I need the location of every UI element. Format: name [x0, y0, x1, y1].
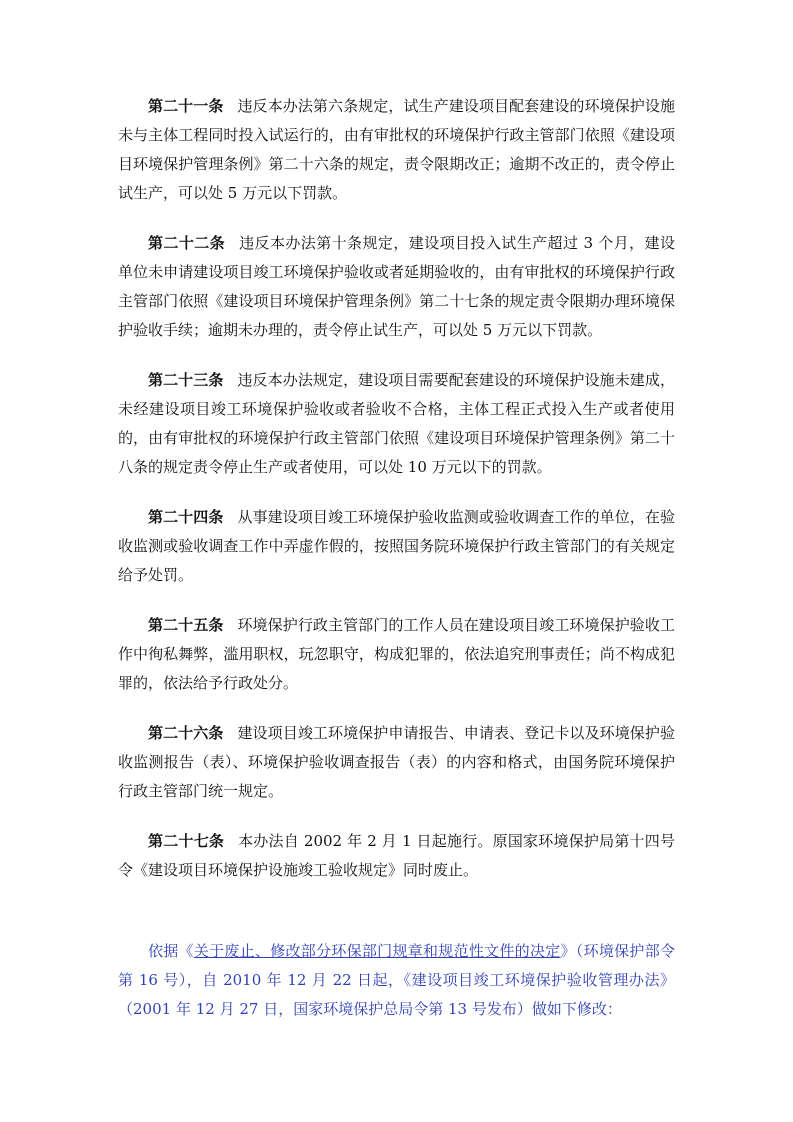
article-text: 从事建设项目竣工环境保护验收监测或验收调查工作的单位，在验收监测或验收调查工作中弄虚作假的，按照国务院环境保护行政主管部门的有关规定给予处罚。	[118, 508, 675, 584]
article-26	[118, 719, 675, 806]
article-21	[118, 92, 675, 208]
article-number: 第二十五条	[148, 616, 224, 634]
article-number: 第二十四条	[148, 508, 224, 526]
amendment-note	[118, 937, 675, 1024]
article-text: 违反本办法第十条规定，建设项目投入试生产超过 3 个月，建设单位未申请建设项目竣工环境保护验收或者延期验收的，由有审批权的环境保护行政主管部门依照《建设项目环境保护管理条例》第二十七条的规定责令限期办理环境保护验收手续；逾期未办理的，责令停止试生产，可以处 5 万元以下罚款。	[118, 234, 675, 339]
article-number: 第二十二条	[148, 234, 226, 252]
article-text: 违反本办法第六条规定，试生产建设项目配套建设的环境保护设施未与主体工程同时投入试运行的，由有审批权的环境保护行政主管部门依照《建设项目环境保护管理条例》第二十六条的规定，责令限期改正；逾期不改正的，责令停止试生产，可以处 5 万元以下罚款。	[118, 97, 675, 202]
article-number: 第二十六条	[148, 724, 224, 742]
note-suffix: 》（环境保护部令第 16 号），自 2010 年 12 月 22 日起，《建设项目竣工环境保护验收管理办法》（2001 年 12 月 27 日，国家环境保护总局令第 13 号发布）做如下修改：	[118, 942, 675, 1018]
article-number: 第二十一条	[148, 97, 224, 115]
article-number: 第二十七条	[148, 832, 225, 850]
note-prefix: 依据《	[148, 942, 194, 960]
decision-link[interactable]: 关于废止、修改部分环保部门规章和规范性文件的决定	[193, 942, 561, 960]
article-27	[118, 827, 675, 885]
article-25	[118, 611, 675, 698]
article-24	[118, 503, 675, 590]
article-text: 环境保护行政主管部门的工作人员在建设项目竣工环境保护验收工作中徇私舞弊，滥用职权，玩忽职守，构成犯罪的，依法追究刑事责任；尚不构成犯罪的，依法给予行政处分。	[118, 616, 675, 692]
article-text: 违反本办法规定，建设项目需要配套建设的环境保护设施未建成，未经建设项目竣工环境保护验收或者验收不合格，主体工程正式投入生产或者使用的，由有审批权的环境保护行政主管部门依照《建设项目环境保护管理条例》第二十八条的规定责令停止生产或者使用，可以处 10 万元以下的罚款。	[118, 371, 675, 476]
article-text: 建设项目竣工环境保护申请报告、申请表、登记卡以及环境保护验收监测报告（表）、环境保护验收调查报告（表）的内容和格式，由国务院环境保护行政主管部门统一规定。	[118, 724, 675, 800]
article-text: 本办法自 2002 年 2 月 1 日起施行。原国家环境保护局第十四号令《建设项目环境保护设施竣工验收规定》同时废止。	[118, 832, 675, 879]
article-23	[118, 366, 675, 482]
article-22	[118, 229, 675, 345]
article-number: 第二十三条	[148, 371, 224, 389]
